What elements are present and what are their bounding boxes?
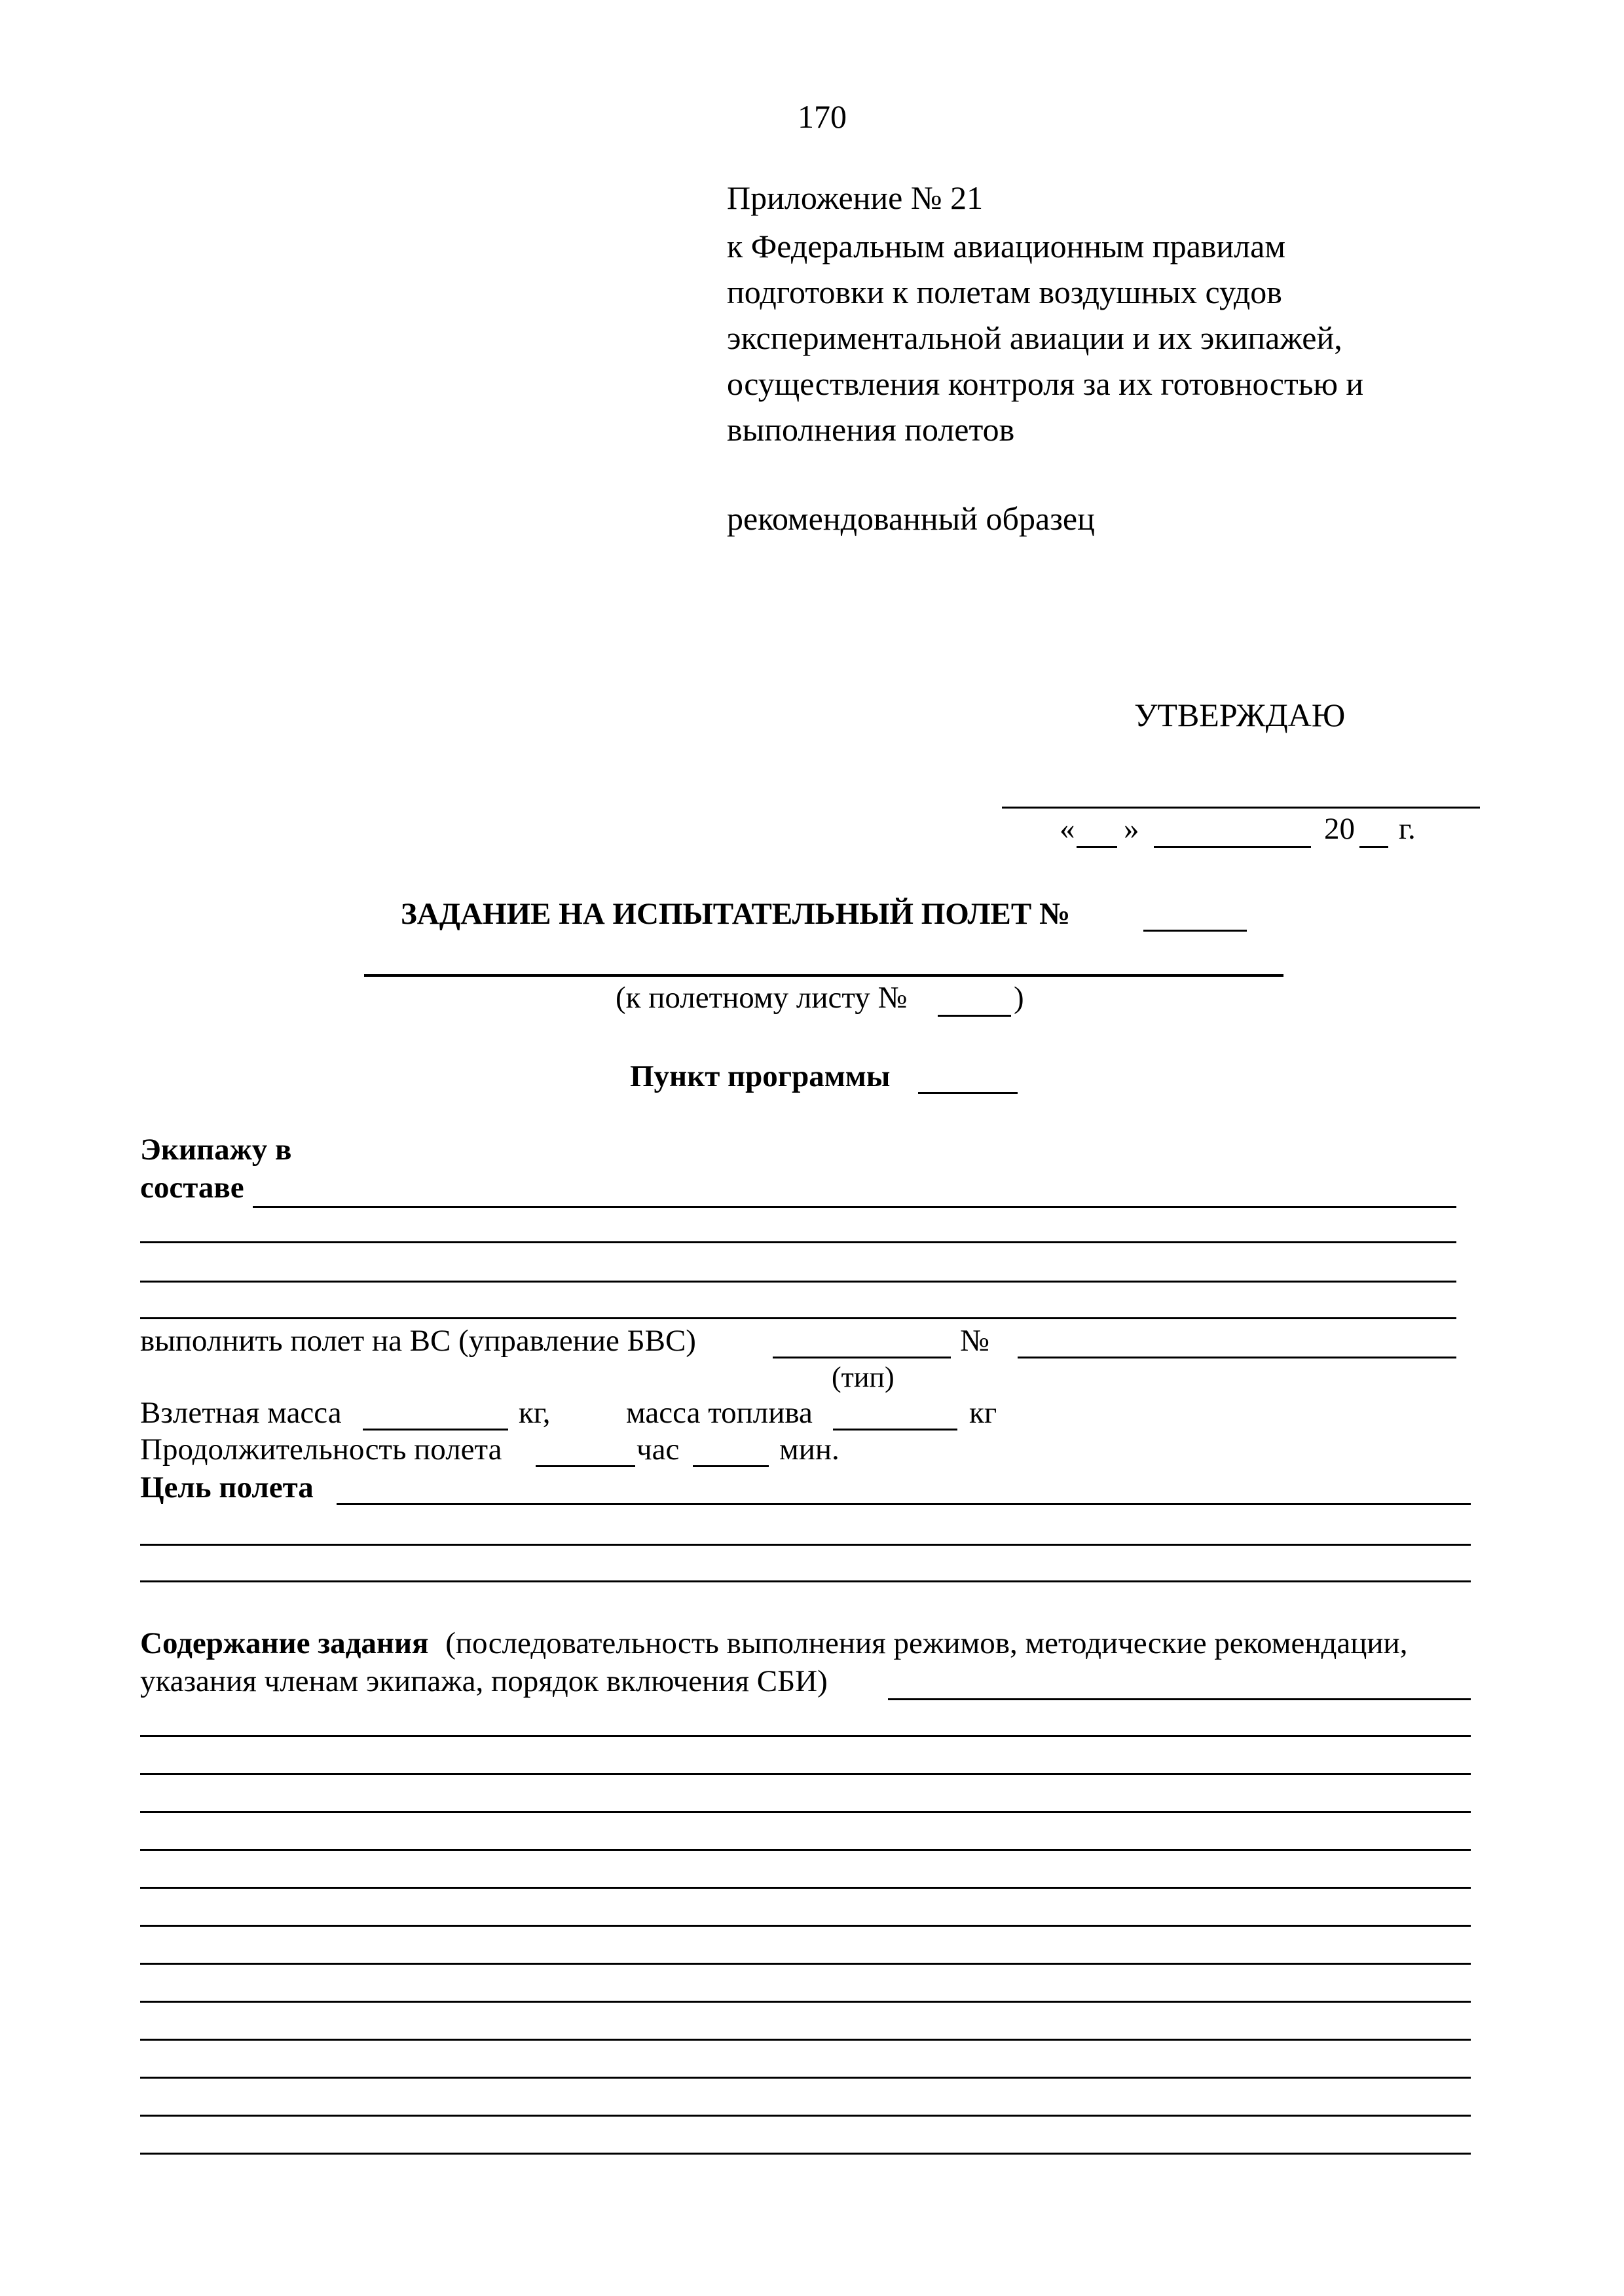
fuel-mass-blank[interactable] [833, 1429, 957, 1430]
duration-label: Продолжительность полета [140, 1432, 502, 1467]
aircraft-number-sign: № [960, 1324, 989, 1358]
appendix-line-1: к Федеральным авиационным правилам [727, 228, 1285, 264]
date-month-blank[interactable] [1154, 846, 1311, 848]
crew-label-line-1: Экипажу в [140, 1133, 292, 1167]
task-content-line[interactable] [140, 1811, 1471, 1813]
approver-signature-line[interactable] [1002, 807, 1480, 809]
crew-label-line-2: составе [140, 1171, 244, 1205]
sample-note: рекомендованный образец [727, 500, 1095, 537]
crew-blank-line-3[interactable] [140, 1281, 1456, 1283]
takeoff-mass-unit: кг, [519, 1396, 551, 1430]
flight-sheet-number-blank[interactable] [938, 1015, 1011, 1017]
task-content-line[interactable] [140, 2077, 1471, 2079]
task-content-line[interactable] [140, 2115, 1471, 2117]
appendix-line-5: выполнения полетов [727, 411, 1015, 448]
date-open-quote: « [1060, 812, 1075, 846]
flight-purpose-blank-1[interactable] [337, 1503, 1471, 1505]
task-content-line[interactable] [140, 2153, 1471, 2155]
task-content-line[interactable] [140, 2001, 1471, 2003]
task-content-line[interactable] [140, 2039, 1471, 2041]
duration-hours-unit: час [637, 1432, 680, 1467]
duration-minutes-blank[interactable] [693, 1465, 769, 1467]
date-close-quote: » [1124, 812, 1139, 846]
date-year-prefix: 20 [1324, 812, 1355, 846]
flight-purpose-blank-2[interactable] [140, 1544, 1471, 1546]
date-year-suffix: г. [1399, 812, 1416, 846]
flight-sheet-open: (к полетному листу № [616, 981, 908, 1015]
takeoff-mass-label: Взлетная масса [140, 1396, 342, 1430]
crew-blank-line-2[interactable] [140, 1241, 1456, 1243]
program-item-blank[interactable] [918, 1092, 1018, 1094]
aircraft-type-blank[interactable] [773, 1357, 951, 1358]
appendix-line-2: подготовки к полетам воздушных судов [727, 274, 1282, 310]
appendix-line-3: экспериментальной авиации и их экипажей, [727, 319, 1342, 356]
task-content-header [140, 1625, 1407, 1662]
flight-sheet-close: ) [1014, 981, 1024, 1015]
task-content-description: (последовательность выполнения режимов, методические рекомендации, [445, 1626, 1408, 1660]
perform-flight-label: выполнить полет на ВС (управление БВС) [140, 1324, 696, 1358]
flight-purpose-label: Цель полета [140, 1470, 314, 1504]
date-day-blank[interactable] [1077, 846, 1117, 848]
aircraft-number-blank[interactable] [1018, 1357, 1456, 1358]
task-subject-line[interactable] [364, 974, 1283, 977]
fuel-mass-label: масса топлива [626, 1396, 813, 1430]
crew-blank-line-1[interactable] [253, 1206, 1456, 1208]
task-content-line-2: указания членам экипажа, порядок включения СБИ) [140, 1664, 828, 1698]
fuel-mass-unit: кг [969, 1396, 997, 1430]
approval-label: УТВЕРЖДАЮ [1134, 697, 1346, 733]
page-number: 170 [798, 98, 847, 135]
task-content-line[interactable] [140, 1925, 1471, 1927]
program-item-label: Пункт программы [630, 1059, 891, 1093]
task-content-label: Содержание задания [140, 1626, 429, 1660]
aircraft-type-caption: (тип) [832, 1361, 895, 1393]
duration-minutes-unit: мин. [779, 1432, 840, 1467]
appendix-title: Приложение № 21 [727, 179, 984, 216]
duration-hours-blank[interactable] [536, 1465, 635, 1467]
takeoff-mass-blank[interactable] [363, 1429, 508, 1430]
date-year-blank[interactable] [1359, 846, 1388, 848]
task-content-line[interactable] [140, 1963, 1471, 1965]
appendix-line-4: осуществления контроля за их готовностью и [727, 365, 1364, 402]
task-content-line[interactable] [140, 1735, 1471, 1737]
task-content-line[interactable] [140, 1773, 1471, 1775]
task-number-blank[interactable] [1143, 930, 1247, 932]
crew-blank-line-4[interactable] [140, 1317, 1456, 1319]
task-content-blank-0[interactable] [888, 1698, 1471, 1700]
flight-purpose-blank-3[interactable] [140, 1580, 1471, 1582]
task-content-line[interactable] [140, 1849, 1471, 1851]
task-title: ЗАДАНИЕ НА ИСПЫТАТЕЛЬНЫЙ ПОЛЕТ № [401, 897, 1071, 931]
task-content-line[interactable] [140, 1887, 1471, 1889]
